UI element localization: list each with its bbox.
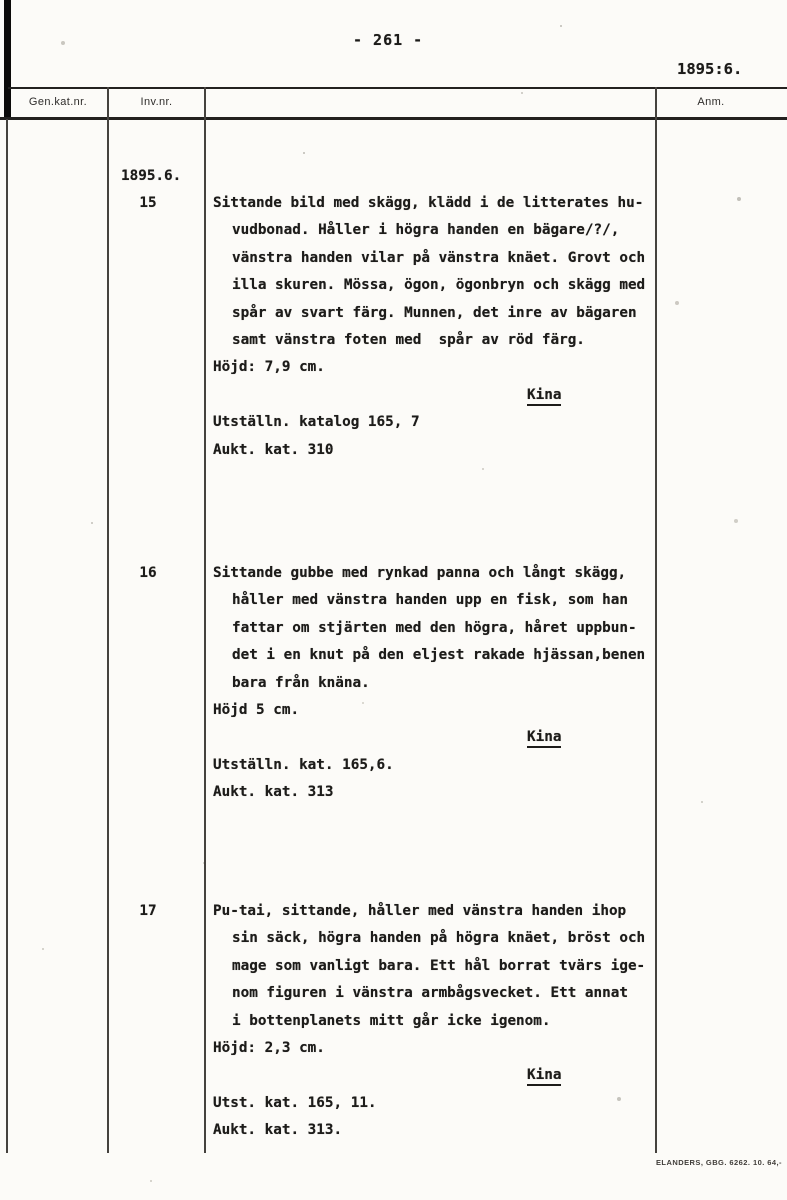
column-rule-1 bbox=[107, 87, 109, 1153]
table-top-rule bbox=[8, 87, 787, 89]
page-number: - 261 - bbox=[353, 31, 424, 49]
entry-line: bara från knäna. bbox=[232, 674, 370, 691]
entry-inv-number: 17 bbox=[139, 903, 157, 919]
entry-line: Sittande gubbe med rynkad panna och långt skägg, bbox=[213, 565, 627, 581]
entry-line: vänstra handen vilar på vänstra knäet. Grovt och bbox=[232, 249, 646, 266]
printer-mark: ELANDERS, GBG. 6262. 10. 64,- bbox=[655, 1158, 782, 1167]
entry-line: nom figuren i vänstra armbågsvecket. Ett annat bbox=[232, 985, 628, 1002]
entry-line: sin säck, högra handen på högra knäet, bröst och bbox=[232, 930, 646, 947]
entry-ref-line: Aukt. kat. 310 bbox=[213, 441, 334, 458]
catalog-entry-15 bbox=[213, 190, 668, 464]
header-inv-nr: Inv.nr. bbox=[140, 96, 173, 108]
entry-ref-line: Utst. kat. 165, 11. bbox=[213, 1094, 377, 1111]
entry-line: i bottenplanets mitt går icke igenom. bbox=[232, 1012, 551, 1029]
entry-line: vudbonad. Håller i högra handen en bägare/?/, bbox=[232, 222, 620, 239]
entry-line: mage som vanligt bara. Ett hål borrat tvärs ige- bbox=[232, 957, 646, 974]
entry-line: samt vänstra foten med spår av röd färg. bbox=[232, 331, 585, 348]
entry-line: det i en knut på den eljest rakade hjässan,benen bbox=[232, 647, 646, 664]
origin-label: Kina bbox=[527, 729, 561, 748]
entry-line: Pu-tai, sittande, håller med vänstra handen ihop bbox=[213, 903, 627, 919]
entry-line: håller med vänstra handen upp en fisk, som han bbox=[232, 592, 628, 609]
entry-height-line: Höjd: 7,9 cm. bbox=[213, 359, 325, 376]
header-gen-kat-nr: Gen.kat.nr. bbox=[28, 96, 88, 108]
entry-height-line: Höjd: 2,3 cm. bbox=[213, 1039, 325, 1056]
entry-line: Sittande bild med skägg, klädd i de litterates hu- bbox=[213, 195, 644, 211]
entry-inv-number: 15 bbox=[139, 195, 157, 211]
entry-line: illa skuren. Mössa, ögon, ögonbryn och skägg med bbox=[232, 277, 646, 294]
header-anm: Anm. bbox=[697, 96, 725, 108]
entry-inv-number: 16 bbox=[139, 565, 157, 581]
entry-line: fattar om stjärten med den högra, håret uppbun- bbox=[232, 619, 637, 636]
scan-noise bbox=[0, 0, 2, 2]
entry-line: spår av svart färg. Munnen, det inre av bägaren bbox=[232, 304, 637, 321]
collection-number: 1895:6. bbox=[677, 60, 743, 78]
table-left-rule bbox=[6, 119, 8, 1153]
catalog-entry-16 bbox=[213, 560, 668, 807]
origin-label: Kina bbox=[527, 1067, 561, 1086]
entry-ref-line: Aukt. kat. 313. bbox=[213, 1122, 343, 1139]
header-bottom-rule bbox=[0, 117, 787, 120]
entry-group-number: 1895.6. bbox=[121, 168, 182, 184]
entry-ref-line: Aukt. kat. 313 bbox=[213, 784, 334, 801]
column-rule-2 bbox=[204, 87, 206, 1153]
catalog-entry-17 bbox=[213, 898, 668, 1145]
entry-origin-line bbox=[213, 1062, 668, 1089]
entry-origin-line bbox=[213, 382, 668, 409]
entry-ref-line: Utställn. kat. 165,6. bbox=[213, 756, 394, 773]
entry-origin-line bbox=[213, 724, 668, 751]
entry-height-line: Höjd 5 cm. bbox=[213, 701, 300, 718]
origin-label: Kina bbox=[527, 387, 561, 406]
entry-ref-line: Utställn. katalog 165, 7 bbox=[213, 414, 420, 431]
